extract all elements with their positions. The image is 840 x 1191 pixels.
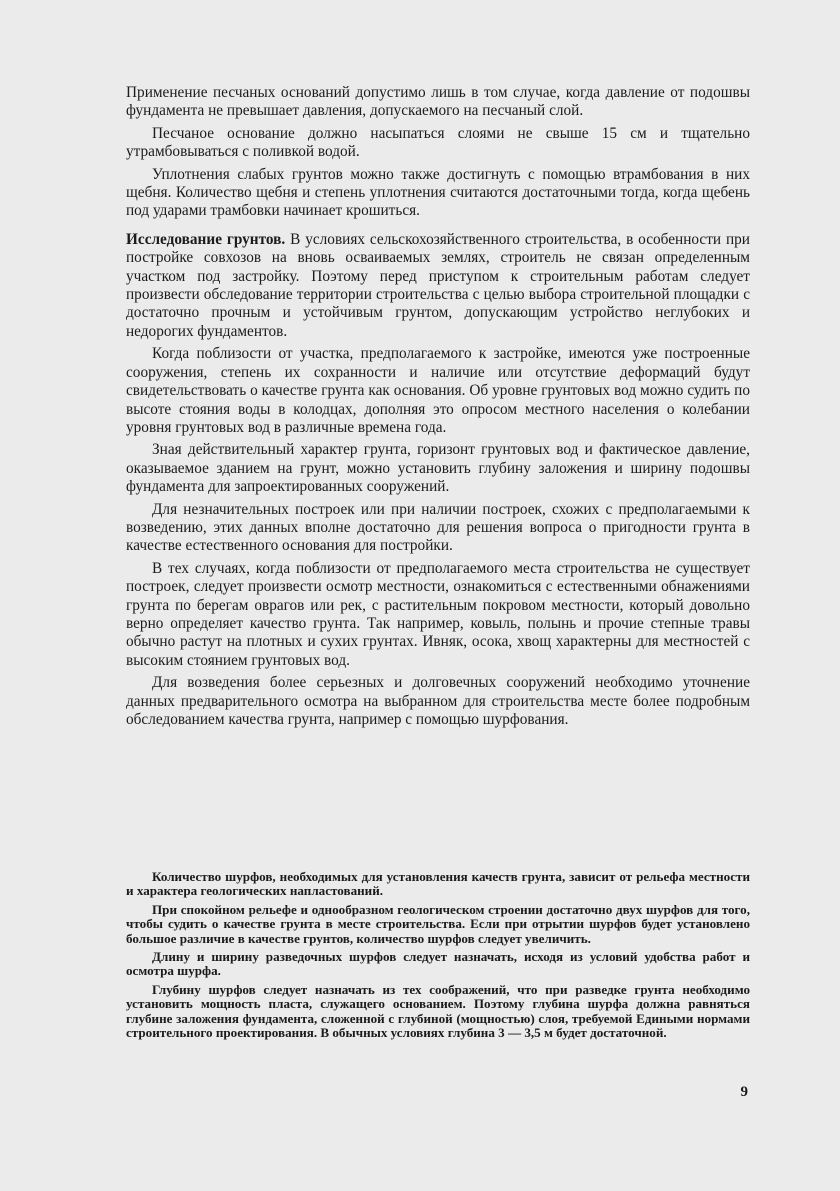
paragraph-minor-buildings: Для незначительных построек или при наличии построек, схожих с предполагаемыми к возведению, этих данных вполне достаточно для решения вопроса о пригодности грунта в качестве естественного основания для постройки. [126,500,750,555]
paragraph-existing-structures: Когда поблизости от участка, предполагаемого к застройке, имеются уже построенные сооружения, степень их сохранности и наличие или отсутствие деформаций будут свидетельствовать о качестве грунта как основания. Об уровне грунтовых вод можно судить по высоте стояния воды в колодцах, дополняя это опросом местного населения о колебании уровня грунтовых вод в различные времена года. [126,345,750,436]
paragraph-gravel-compaction: Уплотнения слабых грунтов можно также достигнуть с помощью втрамбования в них щебня. Количество щебня и степень уплотнения считаются достаточными тогда, когда щебень под ударами трамбовки начинает крошиться. [126,165,750,220]
paragraph-pit-depth: Глубину шурфов следует назначать из тех соображений, что при разведке грунта необходимо установить мощность пласта, служащего основанием. Поэтому глубина шурфа должна равняться глубине заложения фундамента, сложенной с глубиной (мощностью) слоя, требуемой Едиными нормами строительного проектирования. В обычных условиях глубина 3 — 3,5 м будет достаточной. [126,981,750,1041]
paragraph-pit-size: Длину и ширину разведочных шурфов следует назначать, исходя из условий удобства работ и осмотра шурфа. [126,949,750,979]
section-heading-body: В условиях сельскохозяйственного строительства, в особенности при постройке совхозов на вновь осваиваемых землях, строитель не связан определенным участком под застройку. Поэтому перед приступом к строительным работам следует произвести обследование территории строительства с целью выбора строительной площадки с достаточно прочным и устойчивым грунтом, допускающим устройство неглубоких и недорогих фундаментов. [126,230,750,340]
small-print-text [126,870,750,1044]
section-heading: Исследование грунтов. [126,230,286,248]
paragraph-two-pits: При спокойном рельефе и однообразном геологическом строении достаточно двух шурфов для того, чтобы судить о качестве грунта в месте строительства. Если при отрытии шурфов будет установлено большое различие в качестве грунтов, количество шурфов следует увеличить. [126,901,750,946]
paragraph-detailed-survey: Для возведения более серьезных и долговечных сооружений необходимо уточнение данных предварительного осмотра на выбранном для строительства месте более подробным обследованием качества грунта, например с помощью шурфования. [126,674,750,728]
page-number: 9 [740,1084,748,1100]
paragraph-foundation-depth: Зная действительный характер грунта, горизонт грунтовых вод и фактическое давление, оказываемое зданием на грунт, можно установить глубину заложения и ширину подошвы фундамента для запроектированных сооружений. [126,441,750,496]
paragraph-soil-investigation [126,231,750,341]
paragraph-sand-foundations: Применение песчаных оснований допустимо лишь в том случае, когда давление от подошвы фундамента не превышает давления, допускаемого на песчаный слой. [126,84,750,120]
main-text [126,84,750,733]
paragraph-site-inspection: В тех случаях, когда поблизости от предполагаемого места строительства не существует построек, следует произвести осмотр местности, ознакомиться с естественными обнажениями грунта по берегам оврагов или рек, с растительным покровом местности, который довольно верно определяет качество грунта. Так например, ковыль, полынь и прочие степные травы обычно растут на плотных и сухих грунтах. Ивняк, осока, хвощ характерны для местностей с высоким стоянием грунтовых вод. [126,559,750,669]
paragraph-pit-count: Количество шурфов, необходимых для установления качеств грунта, зависит от рельефа местности и характера геологических напластований. [126,869,750,899]
paragraph-sand-layers: Песчаное основание должно насыпаться слоями не свыше 15 см и тщательно утрамбовываться с поливкой водой. [126,124,750,161]
